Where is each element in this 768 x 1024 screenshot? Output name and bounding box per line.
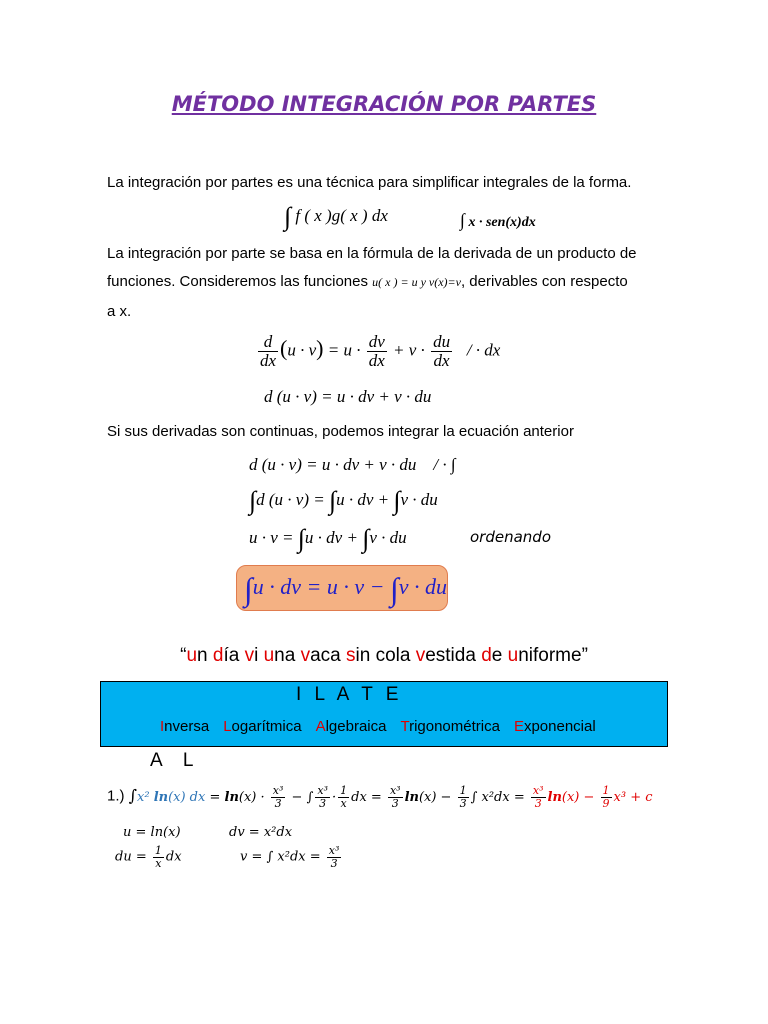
paragraph-line-2: funciones. Consideremos las funciones u( x ) = u y v(x)=v, derivables con respecto	[107, 273, 628, 290]
mnemonic-rest: niforme	[518, 645, 582, 666]
ilate-initial: E	[513, 718, 524, 735]
mnemonic-rest: aca	[310, 645, 346, 666]
dv-definition: dv = x²dx	[229, 825, 293, 840]
ilate-initial: A	[315, 718, 326, 735]
al-label: A L	[150, 750, 202, 771]
differential-equation: d (u · v) = u · dv + v · du	[264, 387, 432, 406]
mnemonic-rest: n	[197, 645, 213, 666]
ilate-rest: nversa	[164, 718, 210, 735]
paragraph-line-4: Si sus derivadas son continuas, podemos integrar la ecuación anterior	[107, 423, 574, 440]
ilate-words	[160, 718, 610, 735]
ilate-rest: xponencial	[523, 718, 596, 735]
mnemonic-initial: v	[415, 645, 426, 666]
integral-form-xsen: ∫ x · sen(x)dx	[460, 210, 536, 230]
ilate-word	[400, 718, 499, 735]
mnemonic-initial: d	[481, 645, 492, 666]
du-definition: du = $\frac{1}{x}$ dx	[115, 844, 182, 870]
mnemonic-rest: ía	[223, 645, 245, 666]
mnemonic-rest: estida	[425, 645, 482, 666]
mnemonic-initial: u	[507, 645, 519, 666]
ilate-rest: ogarítmica	[231, 718, 302, 735]
derivative-equation: $\frac{d}{dx}$ (u · v) = u · $\frac{dv}{dx}$ + v · $\frac{du}{dx}$ / · dx	[260, 332, 501, 370]
mnemonic-phrase	[0, 645, 768, 667]
ilate-word	[514, 718, 596, 735]
integral-form-fg: ∫ f ( x )g( x ) dx	[284, 202, 388, 231]
u-definition: u = ln(x)	[123, 825, 181, 840]
close-quote: ”	[581, 645, 588, 666]
ilate-word	[223, 718, 301, 735]
mnemonic-initial: u	[263, 645, 275, 666]
integrate-step-3: u · v = ∫u · dv + ∫v · du	[249, 524, 407, 553]
page-title: MÉTODO INTEGRACIÓN POR PARTES	[171, 92, 597, 116]
mnemonic-initial: v	[244, 645, 255, 666]
v-definition: v = ∫ x²dx = $\frac{\text{x³}}{3}$	[240, 844, 340, 870]
ilate-word	[316, 718, 387, 735]
mnemonic-initial: u	[186, 645, 198, 666]
mnemonic-rest: in cola	[355, 645, 416, 666]
mnemonic-rest: e	[491, 645, 508, 666]
example-equation: 1.) ∫x² ln(x) dx = ln(x) · $\frac{\text{x³}}{3}$ − ∫ $\frac{\text{x³}}{3}$ · $\frac{1}{x}$ dx = $\frac{\text{x³}}{3}$ ln(x) − $\frac{1}{3}$ ∫ x²dx = $\frac{\text{x³}}{3}$ ln(x) − $\frac{1}{9}$ x³ + c	[107, 784, 653, 810]
mnemonic-initial: v	[300, 645, 311, 666]
ilate-letters: I L A T E	[296, 684, 403, 705]
integrate-step-2: ∫d (u · v) = ∫u · dv + ∫v · du	[249, 486, 438, 515]
mnemonic-rest: i	[254, 645, 264, 666]
ilate-rest: lgebraica	[325, 718, 387, 735]
integration-by-parts-formula: ∫u · dv = u · v − ∫v · du	[244, 571, 448, 607]
ordenando-label: ordenando	[470, 528, 551, 546]
ilate-initial: L	[223, 718, 232, 735]
functions-def: u( x ) = u y v(x)=v	[372, 275, 461, 289]
intro-text: La integración por partes es una técnica para simplificar integrales de la forma.	[107, 174, 632, 191]
open-quote: “	[180, 645, 187, 666]
integrate-step-1: d (u · v) = u · dv + v · du / · ∫	[249, 455, 456, 474]
ilate-rest: rigonométrica	[409, 718, 500, 735]
mnemonic-initial: s	[346, 645, 356, 666]
mnemonic-initial: d	[212, 645, 224, 666]
paragraph-line-1: La integración por parte se basa en la fórmula de la derivada de un producto de	[107, 245, 637, 262]
ilate-initial: I	[160, 718, 165, 735]
ilate-word	[160, 718, 209, 735]
mnemonic-rest: na	[274, 645, 301, 666]
paragraph-line-3: a x.	[107, 303, 132, 320]
ilate-initial: T	[400, 718, 410, 735]
